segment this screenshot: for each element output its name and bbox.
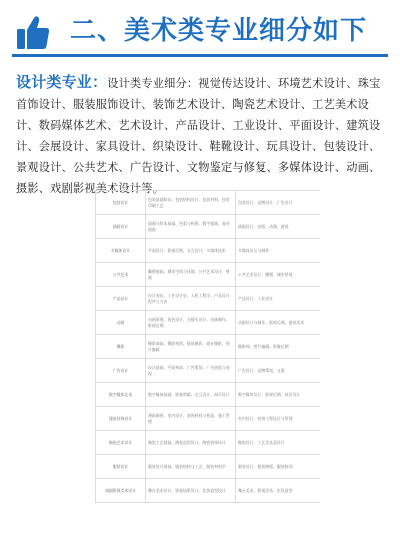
major-name-cell: 广告设计 [96,359,146,383]
career-cell: 摄影师、图片编辑、影像后期 [236,335,321,359]
career-cell: 舞台美术、影视美术、化妆造型 [236,479,321,503]
career-cell: 室内设计、装饰工程设计与管理 [236,407,321,431]
table-row [96,311,321,335]
table-row [96,287,321,311]
table-row [96,431,321,455]
career-cell: 服装设计、服装制版、服装陈列 [236,455,321,479]
table-row [96,455,321,479]
course-cell: 服装设计基础、服装结构与工艺、服装材料学 [146,455,236,479]
intro-lead: 设计类专业： [16,73,108,91]
course-cell: 舞台美术设计、影视场景设计、化妆造型设计 [146,479,236,503]
table-row [96,479,321,503]
major-name-cell: 数字媒体艺术 [96,383,146,407]
course-cell: 数字媒体基础、影视剪辑、交互设计、网页设计 [146,383,236,407]
career-cell: 产品设计、工业设计 [236,287,321,311]
section-header [0,0,400,64]
page-title: 二、美术类专业细分如下 [70,16,368,46]
career-cell: 多媒体设计与制作 [236,239,321,263]
major-name-cell: 陶瓷艺术设计 [96,431,146,455]
course-cell: 陶瓷工艺基础、陶瓷造型设计、陶瓷装饰设计 [146,431,236,455]
title-underline [12,54,388,57]
career-cell: 插画设计、出版、动漫、游戏 [236,215,321,239]
major-table-body [96,191,321,503]
intro-text: 设计类专业细分：视觉传达设计、环境艺术设计、珠宝首饰设计、服装服饰设计、装饰艺术设计、陶瓷艺术设计、工艺美术设计、数码媒体艺术、艺术设计、产品设计、工业设计、平面设计、建筑设计、会展设计、家具设计、织染设计、鞋靴设计、玩具设计、包装设计、景观设计、公共艺术、广告设计、文物鉴定与修复、多媒体设计、动画、摄影、戏剧影视美术设计等。 [16,77,381,195]
career-cell: 公共艺术设计、雕塑、城市景观 [236,263,321,287]
major-name-cell: 包装设计 [96,191,146,215]
major-name-cell: 多媒体设计 [96,239,146,263]
major-table [95,190,320,534]
table-row [96,335,321,359]
table-row [96,239,321,263]
table-row [96,215,321,239]
major-name-cell: 戏剧影视美术设计 [96,479,146,503]
course-cell: 建筑制图、室内设计、装饰材料与构造、施工管理 [146,407,236,431]
intro-paragraph [16,72,384,199]
career-cell: 陶瓷设计、工艺美术品设计 [236,431,321,455]
table-row [96,263,321,287]
course-cell: 包装基础知识、包装结构设计、包装材料、包装印刷工艺 [146,191,236,215]
major-name-cell: 动画 [96,311,146,335]
course-cell: 设计基础、平面构成、广告策划、广告创意与表现 [146,359,236,383]
major-name-cell: 服装设计 [96,455,146,479]
career-cell: 包装设计、品牌设计、广告设计 [236,191,321,215]
course-cell: 插画与绘本基础、色彩与构图、数字插画、商业插画 [146,215,236,239]
table-row [96,407,321,431]
course-cell: 设计表达、工业设计史、人机工程学、产品设计程序与方法 [146,287,236,311]
course-cell: 平面设计、影视后期、交互设计、多媒体技术 [146,239,236,263]
table-row [96,191,321,215]
career-cell: 动画设计与制作、影视后期、游戏美术 [236,311,321,335]
major-name-cell: 摄影 [96,335,146,359]
course-cell: 摄影基础、摄影构图、数码摄影、商业摄影、图片编辑 [146,335,236,359]
table-row [96,359,321,383]
thumbs-up-icon [16,14,50,50]
career-cell: 广告设计、品牌策划、文案 [236,359,321,383]
major-name-cell: 公共艺术 [96,263,146,287]
major-name-cell: 插画设计 [96,215,146,239]
career-cell: 数字媒体设计、影视后期、网页设计 [236,383,321,407]
table-row [96,383,321,407]
course-cell: 雕塑基础、城市空间与环境、公共艺术设计、壁画 [146,263,236,287]
course-cell: 动画原理、角色设计、分镜头设计、动画制作、影视后期 [146,311,236,335]
major-name-cell: 产品设计 [96,287,146,311]
major-name-cell: 建筑装饰设计 [96,407,146,431]
